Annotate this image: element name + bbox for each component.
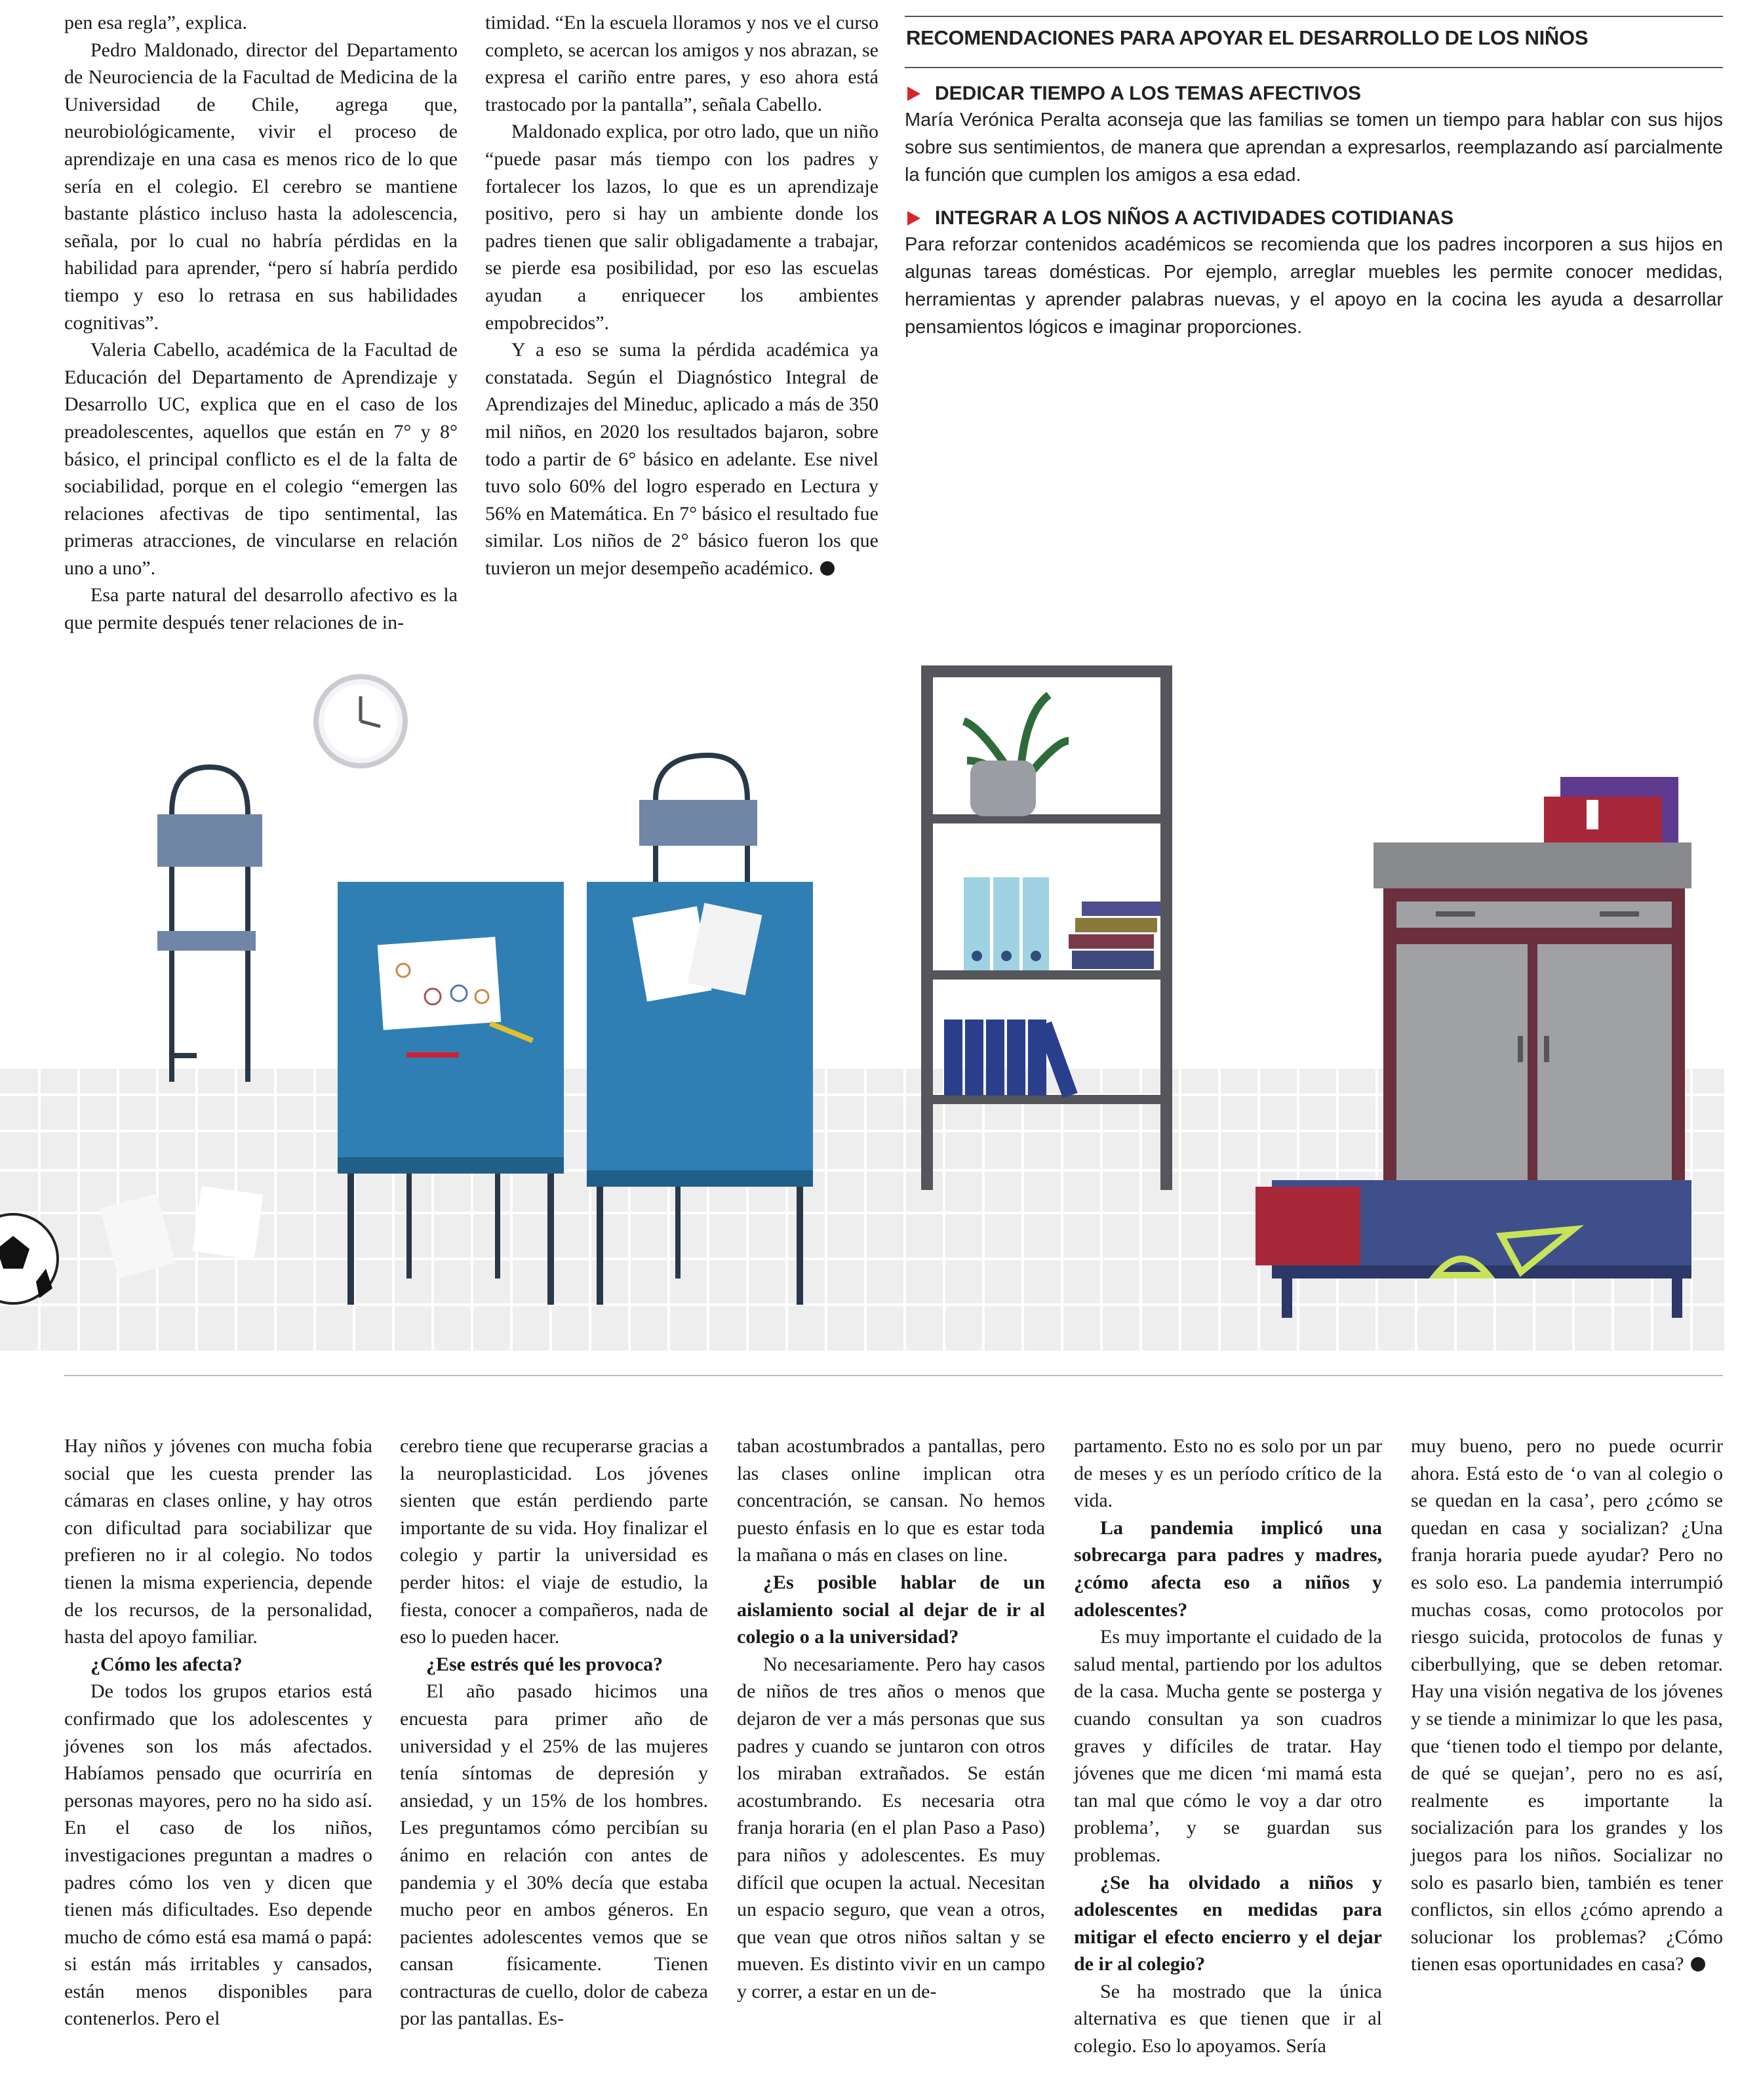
end-mark-icon — [820, 561, 835, 576]
rec-item-title: INTEGRAR A LOS NIÑOS A ACTIVIDADES COTIDIANAS — [935, 207, 1454, 229]
interview-question: ¿Es posible hablar de un aislamiento social al dejar de ir al colegio o a la universidad? — [737, 1571, 1045, 1648]
cabinet-icon — [1374, 842, 1691, 1197]
rec-title-rule — [905, 67, 1723, 68]
article-paragraph: No necesariamente. Pero hay casos de niños de tres años o menos que dejaron de ver a más personas que sus padres y cuando se juntaron con otros los miraban extrañados. Se están acostumbrando. Es necesaria otra franja horaria (en el plan Paso a Paso) para niños y adolescentes. Es muy difícil que ocupen la actual. Necesitan un espacio seguro, que vean a otros, que vean que otros niños saltan y se mueven. Es distinto vivir en un campo y correr, a estar en un de- — [737, 1653, 1045, 2002]
article-column-bottom-5 — [1411, 1433, 1723, 1978]
article-paragraph: partamento. Esto no es solo por un par de meses y es un período crítico de la vida. — [1074, 1435, 1382, 1512]
interview-question: ¿Cómo les afecta? — [90, 1653, 243, 1675]
article-paragraph: timidad. “En la escuela lloramos y nos ve el curso completo, se acercan los amigos y nos abrazan, se expresa el cariño entre pares, y eso ahora está trastocado por la pantalla”, señala Cabello. — [485, 12, 879, 115]
article-paragraph: Se ha mostrado que la única alternativa es que tienen que ir al colegio. Eso lo apoyamos. Sería — [1074, 1980, 1382, 2057]
article-column-bottom-2 — [400, 1433, 708, 2032]
article-paragraph: cerebro tiene que recuperarse gracias a la neuroplasticidad. Los jóvenes sienten que están perdiendo parte importante de su vida. Hoy finalizar el colegio y partir la universidad es perder hitos: el viaje de estudio, la fiesta, conocer a compañeros, nada de eso lo pueden hacer. — [400, 1435, 708, 1648]
rec-item-body: Para reforzar contenidos académicos se recomienda que los padres incorporen a sus hijos en algunas tareas domésticas. Por ejemplo, arreglar muebles les permite conocer medidas, herramientas y aprender palabras nuevas, y el apoyo en la cocina les ayuda a desarrollar pensamientos lógicos e imaginar proporciones. — [905, 234, 1723, 338]
rec-item-affective — [905, 83, 1723, 189]
recommendations-box — [905, 16, 1723, 359]
rec-item-daily-activities — [905, 207, 1723, 341]
article-paragraph: El año pasado hicimos una encuesta para primer año de universidad y el 25% de las mujeres tenía síntomas de depresión y ansiedad, y un 15% de los hombres. Les preguntamos cómo percibían su ánimo en relación con antes de pandemia y el 30% decía que estaba mucho peor en ambos géneros. En pacientes adolescentes vemos que se cansan físicamente. Tienen contracturas de cuello, dolor de cabeza por las pantallas. Es- — [400, 1680, 708, 2030]
interview-question: ¿Ese estrés qué les provoca? — [426, 1653, 663, 1675]
paper-icon — [632, 903, 762, 1002]
article-paragraph: Valeria Cabello, académica de la Facultad de Educación del Departamento de Aprendizaje y Desarrollo UC, explica que en el caso de los preadolescentes, aquellos que están en 7° y 8° básico, el principal conflicto es el de la falta de sociabilidad, porque en el colegio “emergen las relaciones afectivas de tipo sentimental, las primeras atracciones, de vincularse en relación uno a uno”. — [64, 339, 458, 579]
chair-back — [157, 814, 262, 867]
rec-item-body: María Verónica Peralta aconseja que las familias se tomen un tiempo para hablar con sus hijos sobre sus sentimientos, de manera que aprendan a expresarlos, reemplazando así parcialmente la función que cumplen los amigos a esa edad. — [905, 109, 1723, 186]
chair-seat — [157, 931, 256, 951]
triangle-bullet-icon — [907, 211, 920, 226]
classroom-illustration — [0, 643, 1759, 1370]
book-icon — [1069, 901, 1160, 969]
article-column-top-1 — [64, 9, 458, 637]
article-paragraph: Y a eso se suma la pérdida académica ya constatada. Según el Diagnóstico Integral de Aprendizajes del Mineduc, aplicado a más de 350 mil niños, en 2020 los resultados bajaron, sobre todo a partir de 6° básico en adelante. Ese nivel tuvo solo 60% del logro esperado en Lectura y 56% en Matemática. En 7° básico el resultado fue similar. Los niños de 2° básico fueron los que tuvieron un mejor desempeño académico. — [485, 339, 879, 579]
interview-question: ¿Se ha olvidado a niños y adolescentes en medidas para mitigar el efecto encierro y el dejar de ir al colegio? — [1074, 1871, 1382, 1975]
article-paragraph: Pedro Maldonado, director del Departamento de Neurociencia de la Facultad de Medicina de la Universidad de Chile, agrega que, neurobiológicamente, vivir el proceso de aprendizaje en una casa es menos rico de lo que sería en el colegio. El cerebro se mantiene bastante plástico incluso hasta la adolescencia, señala, por lo cual no habría pérdidas en la habilidad para aprender, “pero sí habría perdido tiempo y eso lo retrasa en sus habilidades cognitivas”. — [64, 39, 458, 334]
article-paragraph: pen esa regla”, explica. — [64, 12, 248, 33]
end-mark-icon — [1691, 1957, 1705, 1971]
rec-title: RECOMENDACIONES PARA APOYAR EL DESARROLLO DE LOS NIÑOS — [906, 26, 1589, 49]
article-column-top-2 — [485, 9, 879, 582]
triangle-bullet-icon — [907, 87, 920, 101]
article-column-bottom-3 — [737, 1433, 1045, 2005]
article-paragraph: taban acostumbrados a pantallas, pero las clases online implican otra concentración, se cansan. No hemos puesto énfasis en lo que es estar toda la mañana o más en clases on line. — [737, 1435, 1045, 1566]
article-column-bottom-1 — [64, 1433, 372, 2032]
rec-item-title: DEDICAR TIEMPO A LOS TEMAS AFECTIVOS — [935, 83, 1362, 104]
article-column-bottom-4 — [1074, 1433, 1382, 2060]
chair-back — [639, 800, 757, 846]
article-paragraph: De todos los grupos etarios está confirmado que los adolescentes y jóvenes son los más afectados. Habíamos pensado que ocurriría en personas mayores, pero no ha sido así. En el caso de los niños, investigaciones preguntan a madres o padres cómo los ven y dicen que tienen más dificultades. Eso depende mucho de cómo está esa mamá o papá: si están más irritables y cansados, están menos disponibles para contenerlos. Pero el — [64, 1680, 372, 2030]
interview-question: La pandemia implicó una sobrecarga para padres y madres, ¿cómo afecta eso a niños y adolescentes? — [1074, 1516, 1382, 1621]
article-paragraph: muy bueno, pero no puede ocurrir ahora. Está esto de ‘o van al colegio o se quedan en la casa’, pero ¿cómo se quedan en casa y socializan? ¿Una franja horaria puede ayudar? Pero no es solo eso. La pandemia interrumpió muchas cosas, como protocolos por riesgo suicida, protocolos de funas y ciberbullying, que se deben retomar. Hay una visión negativa de los jóvenes y se tiende a minimizar lo que les pasa, que ‘tienen todo el tiempo por delante, de qué se quejan’, pero no es así, realmente es importante la socialización para los grandes y los juegos para los niños. Socializar no solo es pasarlo bien, también es tener conflictos, sin ellos ¿cómo aprendo a solucionar los problemas? ¿Cómo tienen esas oportunidades en casa? — [1411, 1435, 1723, 1975]
clock-icon — [316, 677, 405, 766]
article-paragraph: Esa parte natural del desarrollo afectivo es la que permite después tener relaciones de in- — [64, 584, 458, 634]
article-paragraph: Hay niños y jóvenes con mucha fobia social que les cuesta prender las cámaras en clases online, y hay otros con dificultad para sociabilizar que prefieren no ir al colegio. No todos tienen la misma experiencia, depende de los recursos, de la personalidad, hasta del apoyo familiar. — [64, 1435, 372, 1648]
section-divider — [64, 1375, 1723, 1376]
article-paragraph: Es muy importante el cuidado de la salud mental, partiendo por los adultos de la casa. Mucha gente se posterga y cuando consultan ya son cuadros graves y difíciles de tratar. Hay jóvenes que me dicen ‘mi mamá esta tan mal que cómo le voy a dar otro problema’, y se guardan sus problemas. — [1074, 1626, 1382, 1866]
article-paragraph: Maldonado explica, por otro lado, que un niño “puede pasar más tiempo con los padres y fortalecer los lazos, lo que es un aprendizaje positivo, pero si hay un ambiente donde los padres tienen que salir obligadamente a trabajar, se pierde esa posibilidad, por eso las escuelas ayudan a enriquecer los ambientes empobrecidos”. — [485, 121, 879, 334]
drawing-icon — [378, 937, 502, 1030]
rec-top-rule — [905, 16, 1723, 17]
